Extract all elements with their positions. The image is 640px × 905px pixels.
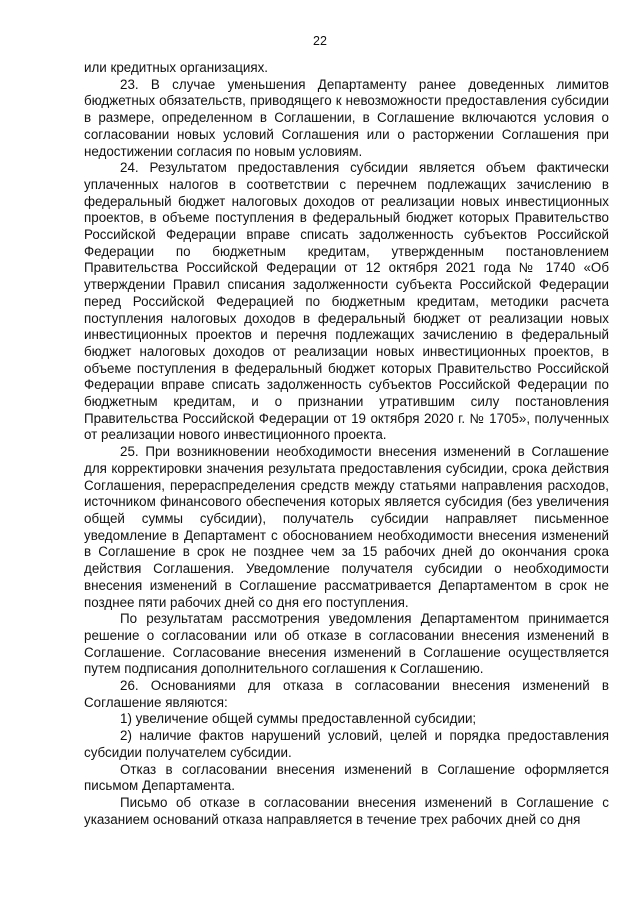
page-number: 22 [313, 34, 327, 48]
paragraph-item-26: 26. Основаниями для отказа в согласовании внесения изменений в Соглашение являются: [84, 678, 609, 710]
paragraph: или кредитных организациях. [84, 60, 269, 75]
paragraph: Письмо об отказе в согласовании внесения изменений в Соглашение с указанием оснований отказа направляется в течение трех рабочих дней со дня [84, 794, 609, 827]
paragraph: По результатам рассмотрения уведомления Департаментом принимается решение о согласовании или об отказе в согласовании внесения изменений в Соглашение. Согласование внесения изменений в Соглашение осуществляется путем подписания дополнительного соглашения к Соглашению. [84, 611, 609, 677]
list-item: 2) наличие фактов нарушений условий, целей и порядка предоставления субсидии получателем субсидии. [84, 728, 609, 760]
document-body [84, 60, 609, 828]
paragraph-item-25: 25. При возникновении необходимости внесения изменений в Соглашение для корректировки значения результата предоставления субсидии, срока действия Соглашения, перераспределения средств между статьями направления расходов, источником финансового обеспечения которых является субсидия (без увеличения общей суммы субсидии), получатель субсидии направляет письменное уведомление в Департамент с обоснованием необходимости внесения изменений в Соглашение в срок не позднее чем за 15 рабочих дней до окончания срока действия Соглашения. Уведомление получателя субсидии о необходимости внесения изменений в Соглашение рассматривается Департаментом в срок не позднее пяти рабочих дней со дня его поступления. [84, 444, 609, 610]
list-item: 1) увеличение общей суммы предоставленной субсидии; [120, 711, 477, 727]
paragraph-item-23: 23. В случае уменьшения Департаменту ранее доведенных лимитов бюджетных обязательств, приводящего к невозможности предоставления субсидии в размере, определенном в Соглашении, в Соглашение включаются условия о согласовании новых условий Соглашения или о расторжении Соглашения при недостижении согласия по новым условиям. [84, 76, 609, 159]
paragraph-item-24: 24. Результатом предоставления субсидии является объем фактически уплаченных налогов в соответствии с перечнем подлежащих зачислению в федеральный бюджет налоговых доходов от реализации новых инвестиционных проектов, в объеме поступления в федеральный бюджет которых Правительство Российской Федерации вправе списать задолженность субъектов Российской Федерации по бюджетным кредитам, утвержденным постановлением Правительства Российской Федерации от 12 октября 2021 года № 1740 «Об утверждении Правил списания задолженности субъекта Российской Федерации перед Российской Федерацией по бюджетным кредитам, методики расчета поступления налоговых доходов в федеральный бюджет от реализации новых инвестиционных проектов и перечня подлежащих зачислению в федеральный бюджет налоговых доходов от реализации новых инвестиционных проектов, в объеме поступления в федеральный бюджет которых Правительство Российской Федерации вправе списать задолженность субъектов Российской Федерации по бюджетным кредитам, и о признании утратившим силу постановления Правительства Российской Федерации от 19 октября 2020 г. № 1705», полученных от реализации нового инвестиционного проекта. [84, 160, 609, 443]
paragraph: Отказ в согласовании внесения изменений в Соглашение оформляется письмом Департамента. [84, 761, 609, 794]
